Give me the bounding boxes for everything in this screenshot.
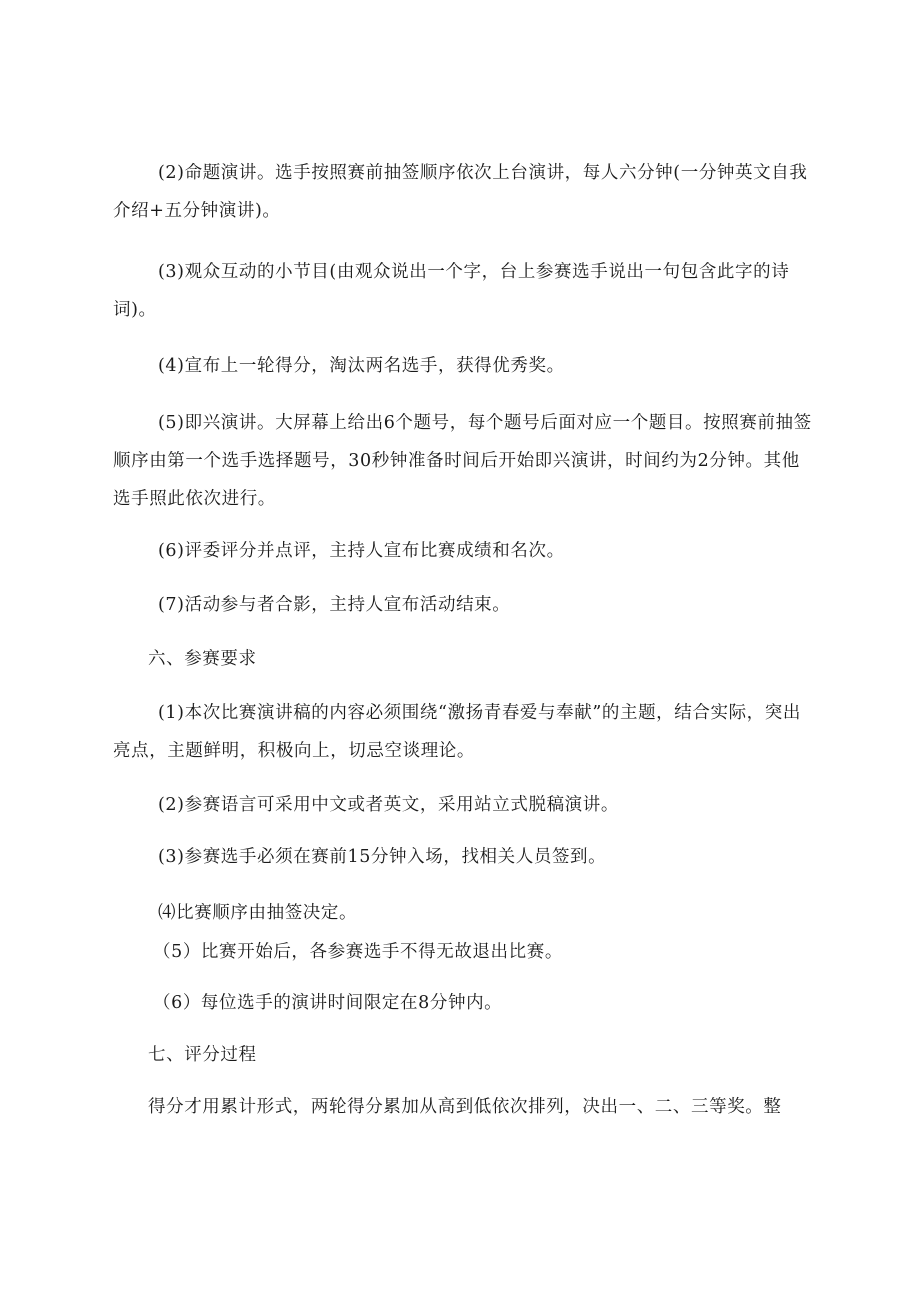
paragraph-item-6: (6)评委评分并点评，主持人宣布比赛成绩和名次。 xyxy=(158,541,565,561)
paragraph-item-7: (7)活动参与者合影，主持人宣布活动结束。 xyxy=(158,595,511,615)
requirement-item-1: (1)本次比赛演讲稿的内容必须围绕“激扬青春爱与奉献”的主题，结合实际，突出亮点，主题鲜明，积极向上，切忌空谈理论。 xyxy=(113,703,801,761)
section-heading-scoring: 七、评分过程 xyxy=(148,1045,257,1065)
scoring-paragraph: 得分才用累计形式，两轮得分累加从高到低依次排列，决出一、二、三等奖。整 xyxy=(148,1097,782,1117)
paragraph-item-5: (5)即兴演讲。大屏幕上给出6个题号，每个题号后面对应一个题目。按照赛前抽签顺序由第一个选手选择题号，30秒钟准备时间后开始即兴演讲，时间约为2分钟。其他选手照此依次进行。 xyxy=(113,413,812,509)
paragraph-item-4: (4)宣布上一轮得分，淘汰两名选手，获得优秀奖。 xyxy=(158,356,565,376)
requirement-item-4: ⑷比赛顺序由抽签决定。 xyxy=(158,903,358,923)
paragraph-item-3: (3)观众互动的小节目(由观众说出一个字，台上参赛选手说出一句包含此字的诗词)。 xyxy=(113,262,790,320)
paragraph-item-2: (2)命题演讲。选手按照赛前抽签顺序依次上台演讲，每人六分钟(一分钟英文自我介绍+五分钟演讲)。 xyxy=(113,163,808,221)
requirement-item-3: (3)参赛选手必须在赛前15分钟入场，找相关人员签到。 xyxy=(158,847,607,867)
requirement-item-2: (2)参赛语言可采用中文或者英文，采用站立式脱稿演讲。 xyxy=(158,795,619,815)
requirement-item-6: （6）每位选手的演讲时间限定在8分钟内。 xyxy=(153,993,503,1013)
section-heading-requirements: 六、参赛要求 xyxy=(148,649,257,669)
requirement-item-5: （5）比赛开始后，各参赛选手不得无故退出比赛。 xyxy=(153,942,563,962)
